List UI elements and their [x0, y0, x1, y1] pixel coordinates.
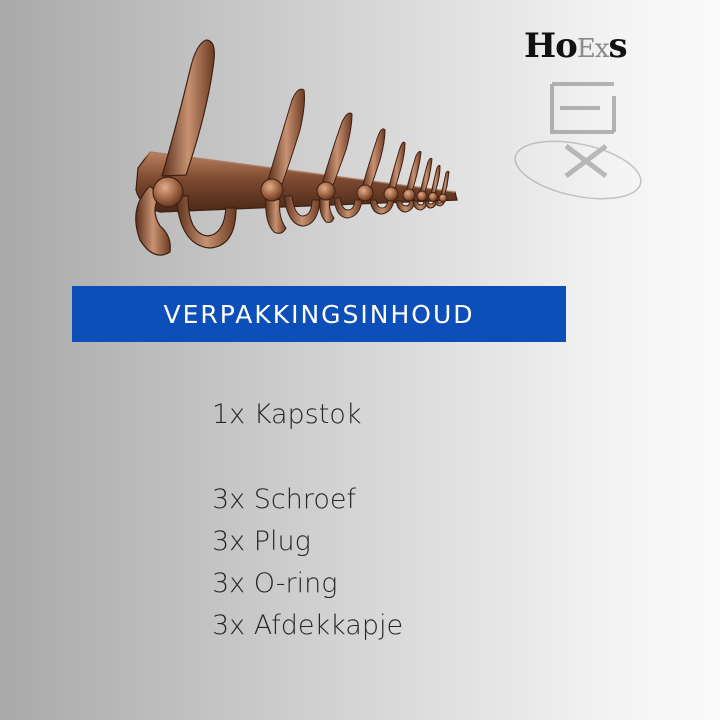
brand-logo-end: s [608, 26, 627, 66]
section-banner [72, 286, 566, 342]
brand-logo-main: Ho [524, 26, 577, 66]
list-item: 3x Afdekkapje [212, 610, 404, 641]
list-item: 3x Plug [212, 526, 311, 557]
list-item: 3x Schroef [212, 484, 356, 515]
hook-3 [317, 113, 362, 223]
banner-title: VERPAKKINGSINHOUD [163, 299, 475, 329]
brand-logo-ghost: Ex [576, 34, 609, 64]
brand-logo [524, 26, 627, 69]
brand-emblem [510, 84, 646, 209]
package-contents-list [212, 394, 403, 647]
list-item: 1x Kapstok [212, 399, 362, 430]
list-item: 3x O-ring [212, 568, 338, 599]
hook-1 [136, 40, 236, 255]
hook-2 [261, 89, 320, 233]
